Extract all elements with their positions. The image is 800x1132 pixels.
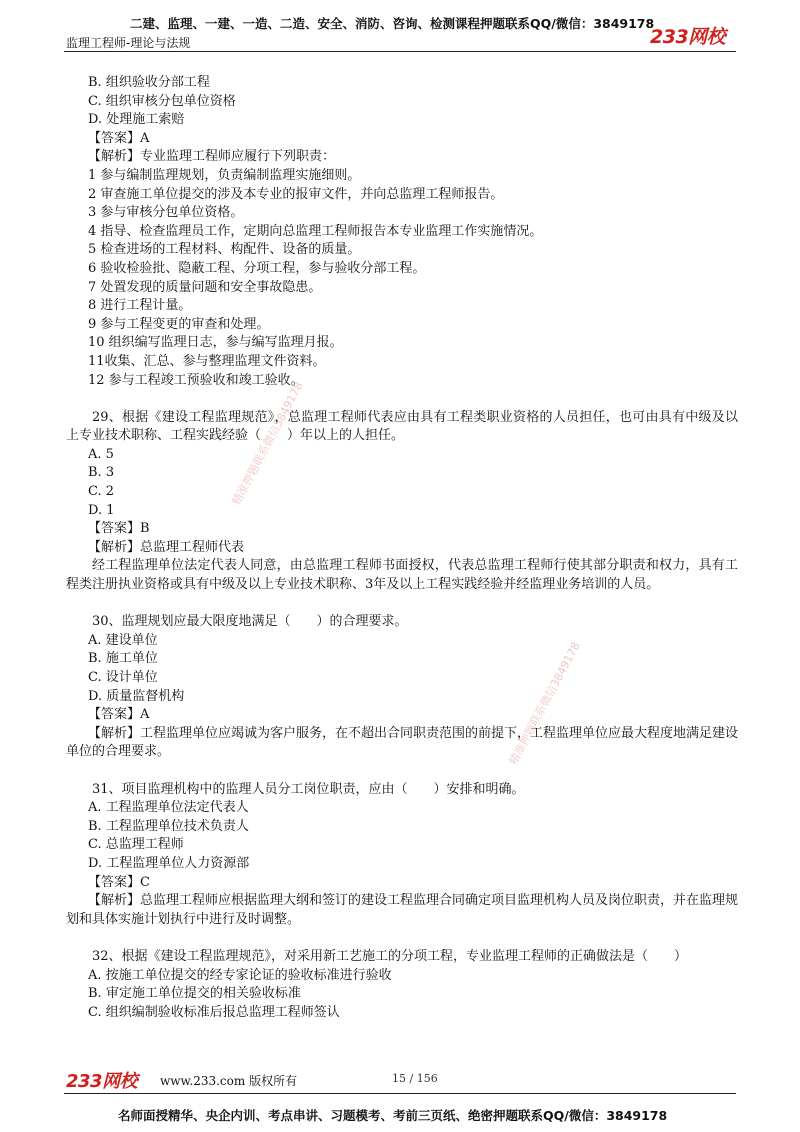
duty-item: 6 验收检验批、隐蔽工程、分项工程，参与验收分部工程。 — [88, 260, 426, 276]
duty-item: 12 参与工程竣工预验收和竣工验收。 — [88, 372, 304, 388]
page-footer — [0, 1060, 800, 1132]
duty-item: 10 组织编写监理日志，参与编写监理月报。 — [88, 335, 343, 351]
option-c: C. 设计单位 — [88, 670, 158, 685]
option-b: B. 工程监理单位技术负责人 — [88, 818, 249, 834]
option-b: B. 审定施工单位提交的相关验收标准 — [88, 986, 301, 1002]
option-a: A. 建设单位 — [88, 632, 158, 648]
answer: 【答案】A — [88, 707, 150, 723]
question-29 — [66, 409, 738, 595]
option-b: B. 施工单位 — [88, 651, 158, 667]
duty-item: 5 检查进场的工程材料、构配件、设备的质量。 — [88, 242, 361, 258]
option-c: C. 组织编制验收标准后报总监理工程师签认 — [88, 1004, 340, 1020]
footer-banner: 名师面授精华、央企内训、考点串讲、习题模考、考前三页纸、绝密押题联系QQ/微信：3849178 — [118, 1108, 668, 1123]
question-30 — [66, 613, 738, 762]
watermark: 精准押题联系微信3849178 — [229, 379, 306, 508]
question-28-tail — [66, 74, 738, 390]
option-d: D. 处理施工索赔 — [88, 112, 185, 128]
option-b: B. 组织验收分部工程 — [88, 75, 210, 90]
option-b: B. 3 — [88, 465, 115, 481]
duty-item: 3 参与审核分包单位资格。 — [88, 205, 244, 221]
question-stem: 32、根据《建设工程监理规范》，对采用新工艺施工的分项工程，专业监理工程师的正确做法是（ ） — [92, 948, 688, 964]
page-number: 15 / 156 — [392, 1072, 438, 1085]
option-c: C. 总监理工程师 — [88, 837, 184, 853]
analysis-body: 【解析】总监理工程师应根据监理大纲和签订的建设工程监理合同确定项目监理机构人员及岗位职责，并在监理规划和具体实施计划执行中进行及时调整。 — [66, 893, 739, 927]
option-a: A. 工程监理单位法定代表人 — [88, 800, 249, 816]
header-logo: 233网校 — [650, 26, 726, 48]
analysis-title: 【解析】总监理工程师代表 — [88, 539, 245, 555]
header-divider — [64, 51, 736, 52]
document-body — [66, 74, 738, 1022]
question-stem: 29、根据《建设工程监理规范》，总监理工程师代表应由具有工程类职业资格的人员担任，也可由具有中级及以上专业技术职称、工程实践经验（ ）年以上的人担任。 — [66, 409, 738, 444]
footer-logo: 233网校 — [66, 1071, 138, 1092]
footer-site: www.233.com 版权所有 — [160, 1074, 298, 1088]
duty-item: 2 审查施工单位提交的涉及本专业的报审文件，并向总监理工程师报告。 — [88, 186, 504, 202]
option-a: A. 5 — [88, 446, 114, 462]
analysis-body: 经工程监理单位法定代表人同意，由总监理工程师书面授权，代表总监理工程师行使其部分职责和权力，具有工程类注册执业资格或具有中级及以上专业技术职称、3年及以上工程实践经验并经监理业务培训的人员。 — [66, 558, 738, 593]
watermark: 精准押题联系微信3849178 — [506, 639, 583, 768]
question-stem: 30、监理规划应最大限度地满足（ ）的合理要求。 — [92, 614, 408, 630]
duty-item: 1 参与编制监理规划，负责编制监理实施细则。 — [88, 167, 361, 183]
option-d: D. 质量监督机构 — [88, 688, 185, 704]
header-subtitle: 监理工程师-理论与法规 — [66, 36, 191, 50]
option-c: C. 2 — [88, 484, 115, 500]
answer: 【答案】C — [88, 874, 150, 890]
duty-item: 7 处置发现的质量问题和安全事故隐患。 — [88, 279, 322, 295]
header-banner: 二建、监理、一建、一造、二造、安全、消防、咨询、检测课程押题联系QQ/微信：3849178 — [130, 16, 655, 31]
option-c: C. 组织审核分包单位资格 — [88, 93, 236, 109]
duty-item: 11收集、汇总、参与整理监理文件资料。 — [88, 353, 326, 369]
duty-item: 9 参与工程变更的审查和处理。 — [88, 316, 270, 332]
question-stem: 31、项目监理机构中的监理人员分工岗位职责，应由（ ）安排和明确。 — [92, 781, 525, 797]
answer: 【答案】B — [88, 521, 150, 537]
page-header — [0, 0, 800, 52]
option-d: D. 1 — [88, 502, 115, 518]
duty-item: 4 指导、检查监理员工作，定期向总监理工程师报告本专业监理工作实施情况。 — [88, 223, 543, 239]
question-31 — [66, 781, 738, 930]
question-32 — [66, 948, 738, 1022]
analysis-body: 【解析】工程监理单位应竭诚为客户服务，在不超出合同职责范围的前提下，工程监理单位应最大程度地满足建设单位的合理要求。 — [66, 725, 739, 760]
option-a: A. 按施工单位提交的经专家论证的验收标准进行验收 — [88, 967, 392, 983]
answer: 【答案】A — [88, 130, 150, 146]
option-d: D. 工程监理单位人力资源部 — [88, 855, 250, 871]
analysis-intro: 【解析】专业监理工程师应履行下列职责： — [88, 149, 336, 165]
duty-item: 8 进行工程计量。 — [88, 298, 192, 314]
footer-divider — [64, 1093, 736, 1094]
